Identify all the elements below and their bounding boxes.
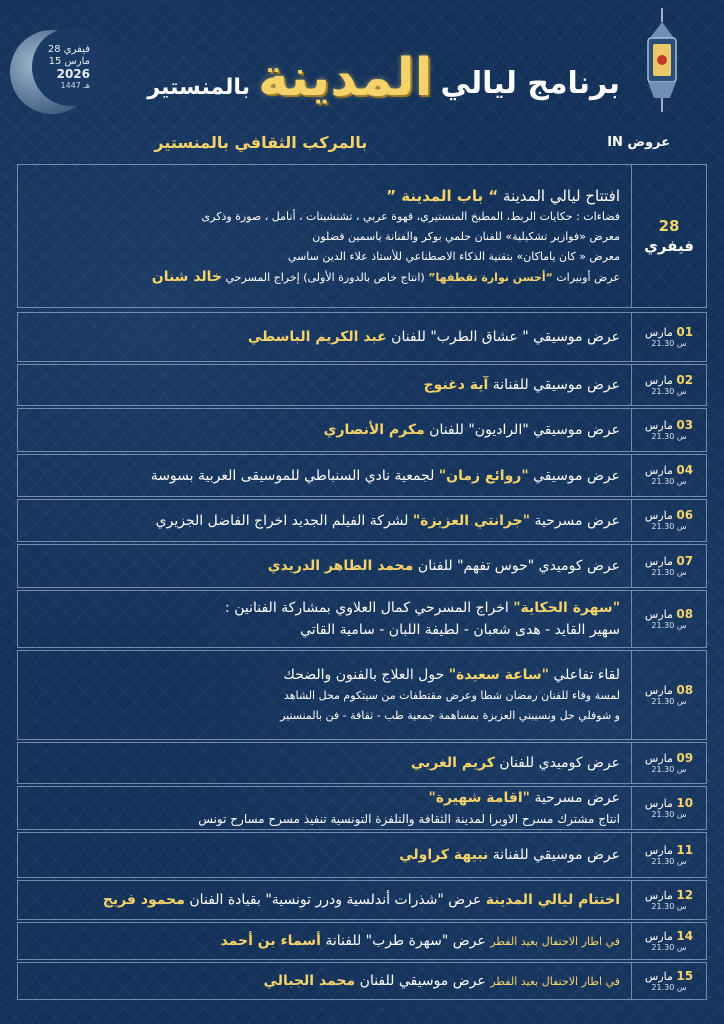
- day: 08: [676, 606, 694, 621]
- table-row: [17, 312, 707, 362]
- event-content: [28, 545, 620, 587]
- time: س 21.30: [651, 696, 687, 706]
- date-cell: [631, 787, 706, 829]
- month: مارس: [644, 929, 673, 943]
- event-highlight: محمد الطاهر الدريدي: [267, 558, 414, 574]
- table-row: [17, 742, 707, 784]
- date-cell: [631, 651, 706, 739]
- event-content: افتتاح ليالي المدينة “ باب المدينة ” فضاءات : حكايات الربط، المطبخ المنستيري، قهوة عربي ، تشنشينات ، أنامل ، صورة وذكرى معرض «فوازير تشكيلية» للفنان حلمي بوكر والفنانة ياسمين فضلون معرض « كان ياماكان» بتقنية الذكاء الاصطناعي للأستاذ علاء الدين ساسي عرض أوبيرات “أحسن نوارة تقطفها” (انتاج خاص بالدورة الأولى) إخراج المسرحي خالد شنان: [28, 165, 620, 307]
- date-cell: [631, 743, 706, 783]
- event-highlight: مكرم الأنصاري: [323, 422, 425, 438]
- month: مارس: [644, 843, 673, 857]
- table-row: [17, 544, 707, 588]
- title-main: المدينة: [257, 48, 433, 108]
- month: مارس: [644, 373, 673, 387]
- day: 08: [676, 682, 694, 697]
- date-cell: [631, 165, 706, 307]
- time: س 21.30: [651, 431, 687, 441]
- event-text: عرض موسيقي " عشاق الطرب" للفنان: [391, 329, 620, 345]
- date-cell: [631, 500, 706, 541]
- table-row: [17, 454, 707, 497]
- event-line: معرض «فوازير تشكيلية» للفنان حلمي بوكر والفنانة ياسمين فضلون: [312, 229, 620, 243]
- time: س 21.30: [651, 764, 687, 774]
- date-cell: [631, 833, 706, 877]
- hijri-year: 1447 هـ: [60, 81, 90, 90]
- day: 07: [676, 553, 694, 568]
- time: س 21.30: [651, 620, 687, 630]
- event-content: [28, 409, 620, 451]
- table-row: [17, 880, 707, 920]
- date-cell: [631, 963, 706, 999]
- event-highlight: "ساعة سعيدة": [448, 667, 549, 683]
- day: 12: [676, 887, 694, 902]
- event-line: معرض « كان ياماكان» بتقنية الذكاء الاصطناعي للأستاذ علاء الدين ساسي: [287, 249, 620, 263]
- event-content: [28, 455, 620, 496]
- table-row: [17, 922, 707, 960]
- event-content: [28, 787, 620, 829]
- date-cell: [631, 881, 706, 919]
- event-content: [28, 591, 620, 647]
- date-cell: [631, 409, 706, 451]
- event-text: عرض موسيقي للفنان: [359, 972, 486, 989]
- month: مارس: [644, 969, 673, 983]
- day: 15: [676, 968, 694, 983]
- event-highlight: محمود فريج: [102, 892, 185, 908]
- day: 03: [676, 417, 694, 432]
- title-program: برنامج ليالي: [440, 66, 620, 101]
- day: 04: [676, 463, 694, 477]
- event-content: [28, 881, 620, 919]
- lantern-icon: [640, 8, 684, 118]
- event-content: [28, 651, 620, 739]
- time: س 21.30: [651, 567, 687, 577]
- event-content: [28, 923, 620, 959]
- event-content: [28, 833, 620, 877]
- event-highlight: أسماء بن أحمد: [220, 932, 321, 949]
- event-highlight: "روائع زمان": [438, 467, 529, 484]
- table-row: [17, 650, 707, 740]
- event-text: عرض "شذرات أندلسية ودرر تونسية" بقيادة الفنان: [189, 892, 482, 908]
- event-text: عرض موسيقي للفنانة: [492, 377, 620, 393]
- date-cell: [631, 365, 706, 405]
- day: 01: [676, 324, 694, 339]
- event-text: عرض كوميدي "حوس تفهم" للفنان: [417, 558, 620, 574]
- page-title: [147, 44, 620, 108]
- date-cell: [631, 455, 706, 496]
- event-text: سهير القايد - هدى شعبان - لطيفة اللبان - سامية القاتي: [300, 622, 620, 638]
- event-text: لمسة وفاء للفنان رمضان شطا وعرض مقتطفات من سيتكوم محل الشاهد: [283, 689, 620, 702]
- time: س 21.30: [651, 809, 687, 819]
- event-highlight: آية دغنوج: [423, 377, 489, 393]
- date-cell: [631, 545, 706, 587]
- time: س 21.30: [651, 386, 687, 396]
- day: 02: [676, 372, 694, 387]
- event-line: فضاءات : حكايات الربط، المطبخ المنستيري، قهوة عربي ، تشنشينات ، أنامل ، صورة وذكرى: [201, 209, 620, 223]
- month: مارس: [644, 683, 673, 697]
- event-text: عرض مسرحية: [534, 790, 620, 806]
- event-text: عرض "سهرة طرب" للفنانة: [325, 932, 486, 949]
- day: 11: [676, 842, 694, 857]
- event-content: [28, 743, 620, 783]
- date-start: 28 فيفري: [47, 44, 90, 55]
- event-highlight: "جرانتي العزيزة": [412, 512, 530, 529]
- day: 14: [676, 928, 694, 943]
- table-row: [17, 499, 707, 542]
- event-highlight: اختتام ليالي المدينة: [485, 892, 620, 908]
- event-text: عرض موسيقي: [533, 467, 620, 484]
- day: 28: [658, 217, 680, 235]
- month: مارس: [644, 796, 673, 810]
- event-text: انتاج مشترك مسرح الاوبرا لمدينة الثقافة والتلفزة التونسية تنفيذ مسرح مسارح تونس: [198, 812, 620, 826]
- category-label: عروض IN: [607, 134, 670, 150]
- event-note: في اطار الاحتفال بعيد الفطر: [490, 934, 620, 948]
- time: س 21.30: [651, 856, 687, 866]
- event-title: افتتاح ليالي المدينة: [503, 186, 620, 205]
- event-note: في اطار الاحتفال بعيد الفطر: [490, 974, 620, 988]
- event-text: عرض مسرحية: [534, 512, 620, 529]
- day: 09: [676, 750, 694, 765]
- event-content: [28, 500, 620, 541]
- month: مارس: [644, 509, 673, 522]
- event-text: لقاء تفاعلي: [553, 667, 620, 683]
- month: مارس: [644, 325, 673, 339]
- event-content: [28, 313, 620, 361]
- date-end: 15 مارس: [48, 56, 90, 67]
- table-row: [17, 408, 707, 452]
- subheader: [14, 127, 710, 157]
- event-text: حول العلاج بالفنون والضحك: [283, 667, 445, 683]
- event-content: [28, 963, 620, 999]
- event-highlight: نبيهة كراولي: [399, 847, 489, 863]
- event-highlight: كريم الغربي: [410, 755, 495, 771]
- time: س 21.30: [651, 338, 687, 348]
- time: س 21.30: [651, 982, 687, 992]
- month: فيفري: [644, 237, 694, 255]
- event-text: و شوفلي حل ونسيبتي العزيزة بمساهمة جمعية طب - ثقافة - فن بالمنستير: [280, 709, 620, 722]
- table-row: [17, 364, 707, 406]
- date-badge: [40, 44, 90, 92]
- event-highlight: “ باب المدينة ”: [386, 186, 499, 205]
- time: س 21.30: [651, 522, 687, 531]
- header: [0, 0, 724, 128]
- event-text: عرض موسيقي "الراديون" للفنان: [429, 422, 620, 438]
- time: س 21.30: [651, 942, 687, 952]
- day: 06: [676, 508, 694, 522]
- event-highlight: محمد الجبالي: [263, 972, 356, 989]
- event-highlight: "اقامة شهيرة": [428, 790, 530, 806]
- table-row: [17, 164, 707, 308]
- table-row: [17, 962, 707, 1000]
- event-content: [28, 365, 620, 405]
- date-cell: [631, 923, 706, 959]
- event-text: اخراج المسرحي كمال العلاوي بمشاركة الفنانين :: [225, 600, 509, 616]
- venue-label: بالمركب الثقافي بالمنستير: [154, 132, 368, 152]
- event-text: عرض كوميدي للفنان: [499, 755, 620, 771]
- time: س 21.30: [651, 901, 687, 911]
- month: مارس: [644, 607, 673, 621]
- table-row: [17, 832, 707, 878]
- table-row: [17, 786, 707, 830]
- time: س 21.30: [651, 477, 687, 486]
- date-cell: [631, 591, 706, 647]
- event-text: عرض موسيقي للفنانة: [492, 847, 620, 863]
- month: مارس: [644, 418, 673, 432]
- table-row: [17, 590, 707, 648]
- month: مارس: [644, 888, 673, 902]
- day: 10: [676, 795, 694, 810]
- event-text: لشركة الفيلم الجديد اخراج الفاضل الجزيري: [155, 512, 409, 529]
- event-highlight: "سهرة الحكاية": [513, 600, 620, 616]
- event-text: لجمعية نادي السنباطي للموسيقى العربية بسوسة: [150, 467, 435, 484]
- month: مارس: [644, 751, 673, 765]
- year: 2026: [56, 67, 90, 81]
- date-cell: [631, 313, 706, 361]
- month: مارس: [644, 554, 673, 568]
- title-sub: بالمنستير: [147, 75, 250, 100]
- event-highlight: عبد الكريم الباسطي: [247, 329, 387, 345]
- month: مارس: [644, 464, 673, 477]
